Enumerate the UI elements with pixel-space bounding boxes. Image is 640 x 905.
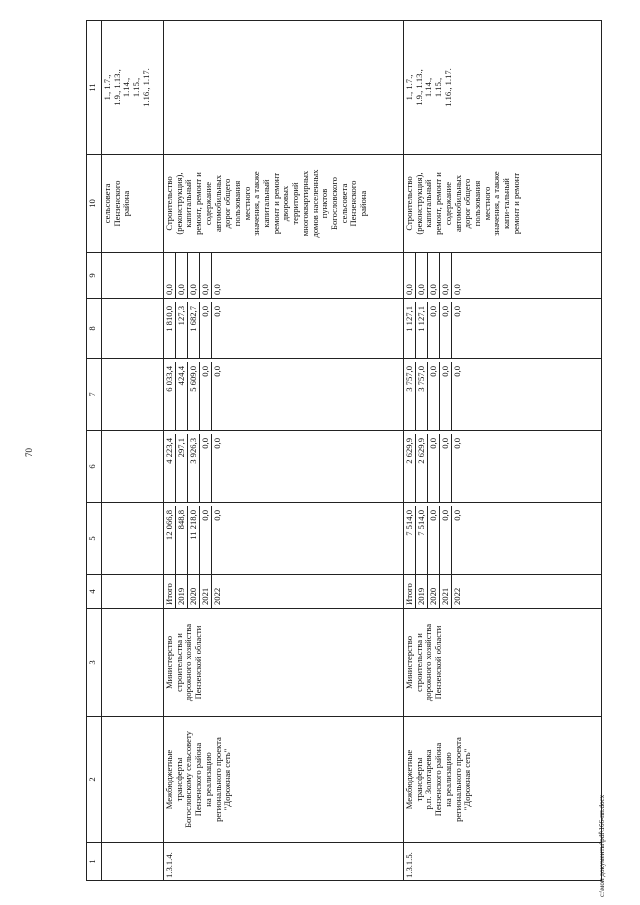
cell-indicators <box>164 21 404 155</box>
cell-col6 <box>102 431 164 503</box>
cell-description: Межбюджетные трансферты Богословскому сельсовету Пензенского района на реализацию регионального проекта "Дорожная сеть" <box>164 717 404 843</box>
col-header-1: 1 <box>87 843 102 881</box>
cell-years <box>102 575 164 609</box>
cell-col7: 3 757,0 3 757,0 0,0 0,0 0,0 <box>404 359 602 431</box>
cell-col9 <box>102 253 164 299</box>
file-path-footer: с:\мои документы\pdf\166-пп.docx <box>598 794 606 897</box>
col-header-7: 7 <box>87 359 102 431</box>
cell-col8 <box>102 299 164 359</box>
col-header-5: 5 <box>87 503 102 575</box>
cell-num: 1.3.1.5. <box>404 843 602 881</box>
cell-target: сельсовета Пензенского района <box>102 155 164 253</box>
cell-years: Итого 2019 2020 2021 2022 <box>404 575 602 609</box>
cell-col6: 4 223,4 297,1 3 926,3 0,0 0,0 <box>164 431 404 503</box>
col-header-10: 10 <box>87 155 102 253</box>
page-number: 70 <box>24 448 34 457</box>
col-header-9: 9 <box>87 253 102 299</box>
cell-executor: Министерство строительства и дорожного хозяйства Пензенской области <box>404 609 602 717</box>
cell-col7: 6 033,4 424,4 5 609,0 0,0 0,0 <box>164 359 404 431</box>
col-header-4: 4 <box>87 575 102 609</box>
cell-col5: 7 514,0 7 514,0 0,0 0,0 0,0 <box>404 503 602 575</box>
cell-col9: 0,0 0,0 0,0 0,0 0,0 <box>404 253 602 299</box>
table-row-continuation <box>102 21 164 881</box>
cell-col8: 1 810,0 127,3 1 682,7 0,0 0,0 <box>164 299 404 359</box>
cell-description <box>102 717 164 843</box>
cell-executor: Министерство строительства и дорожного хозяйства Пензенской области <box>164 609 404 717</box>
cell-target: Строительство (реконструкция), капитальный ремонт, ремонт и содержание автомобильных дорог общего пользования местного значения, а также капи-тальный ремонт и ремонт <box>404 155 602 253</box>
cell-years: Итого 2019 2020 2021 2022 <box>164 575 404 609</box>
cell-col7 <box>102 359 164 431</box>
cell-executor <box>102 609 164 717</box>
cell-col5 <box>102 503 164 575</box>
cell-col8: 1 127,1 1 127,1 0,0 0,0 0,0 <box>404 299 602 359</box>
cell-num <box>102 843 164 881</box>
column-number-row <box>87 21 102 881</box>
cell-col5: 12 066,8 848,8 11 218,0 0,0 0,0 <box>164 503 404 575</box>
col-header-11: 11 <box>87 21 102 155</box>
cell-col6: 2 629,9 2 629,9 0,0 0,0 0,0 <box>404 431 602 503</box>
cell-col9: 0,0 0,0 0,0 0,0 0,0 <box>164 253 404 299</box>
table-row-1-3-1-5 <box>404 21 602 881</box>
col-header-3: 3 <box>87 609 102 717</box>
cell-num: 1.3.1.4. <box>164 843 404 881</box>
cell-indicators: 1., 1.7., 1.9., 1.13., 1.14., 1.15., 1.16., 1.17. <box>404 21 602 155</box>
cell-target: Строительство (реконструкция), капитальный ремонт, ремонт и содержание автомобильных дорог общего пользования местного значения, а также капитальный ремонт и ремонт дворовых территорий многоквартирных домов населенных пунктов Богословского сельсовета Пензенского района <box>164 155 404 253</box>
cell-indicators: 1., 1.7., 1.9., 1.13., 1.14., 1.15., 1.16., 1.17. <box>102 21 164 155</box>
table-row-1-3-1-4 <box>164 21 404 881</box>
col-header-6: 6 <box>87 431 102 503</box>
cell-description: Межбюджетные трансферты р.п. Золотаревка Пензенского района на реализацию регионального проекта "Дорожная сеть" <box>404 717 602 843</box>
col-header-8: 8 <box>87 299 102 359</box>
budget-table <box>86 20 602 881</box>
col-header-2: 2 <box>87 717 102 843</box>
